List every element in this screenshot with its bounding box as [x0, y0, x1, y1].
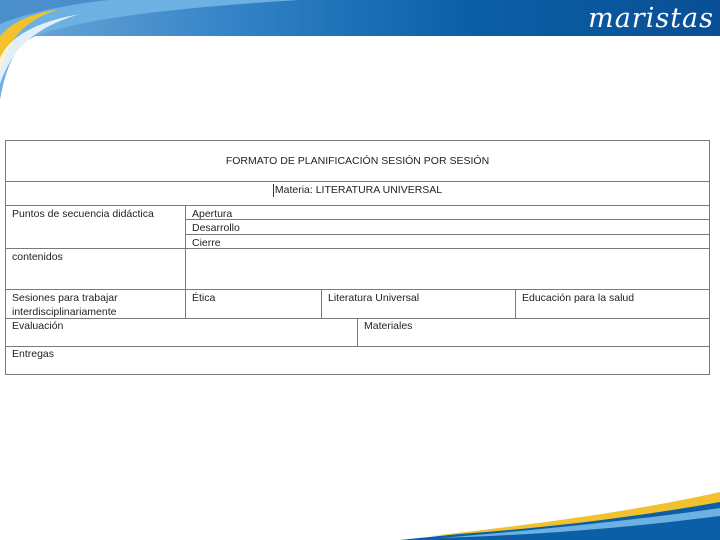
divider: [6, 289, 709, 290]
form-title: FORMATO DE PLANIFICACIÓN SESIÓN POR SESIÓN: [225, 155, 490, 167]
divider: [6, 181, 709, 182]
evaluacion-label: Evaluación: [12, 320, 64, 332]
sesion-salud: Educación para la salud: [522, 292, 635, 304]
sesion-literatura: Literatura Universal: [328, 292, 420, 304]
sesiones-label: Sesiones para trabajar interdisciplinariamente: [12, 292, 118, 318]
divider: [6, 346, 709, 347]
puntos-label: Puntos de secuencia didáctica: [12, 208, 154, 220]
divider: [321, 289, 322, 318]
footer-swoosh: [0, 470, 720, 540]
subject-line: [6, 183, 709, 197]
planning-form: [5, 140, 710, 375]
divider: [6, 205, 709, 206]
divider: [6, 248, 709, 249]
puntos-desarrollo: Desarrollo: [192, 222, 240, 234]
divider: [185, 219, 709, 220]
divider: [185, 234, 709, 235]
entregas-label: Entregas: [12, 348, 55, 360]
puntos-apertura: Apertura: [192, 208, 233, 220]
contenidos-label: contenidos: [12, 251, 63, 263]
puntos-cierre: Cierre: [192, 237, 221, 249]
text-cursor: [273, 184, 274, 197]
materiales-label: Materiales: [364, 320, 413, 332]
divider: [185, 289, 186, 318]
subject-text: Materia: LITERATURA UNIVERSAL: [274, 184, 443, 196]
divider: [357, 318, 358, 346]
brand-logo: maristas: [588, 3, 714, 34]
sesion-etica: Ética: [192, 292, 216, 304]
divider: [515, 289, 516, 318]
